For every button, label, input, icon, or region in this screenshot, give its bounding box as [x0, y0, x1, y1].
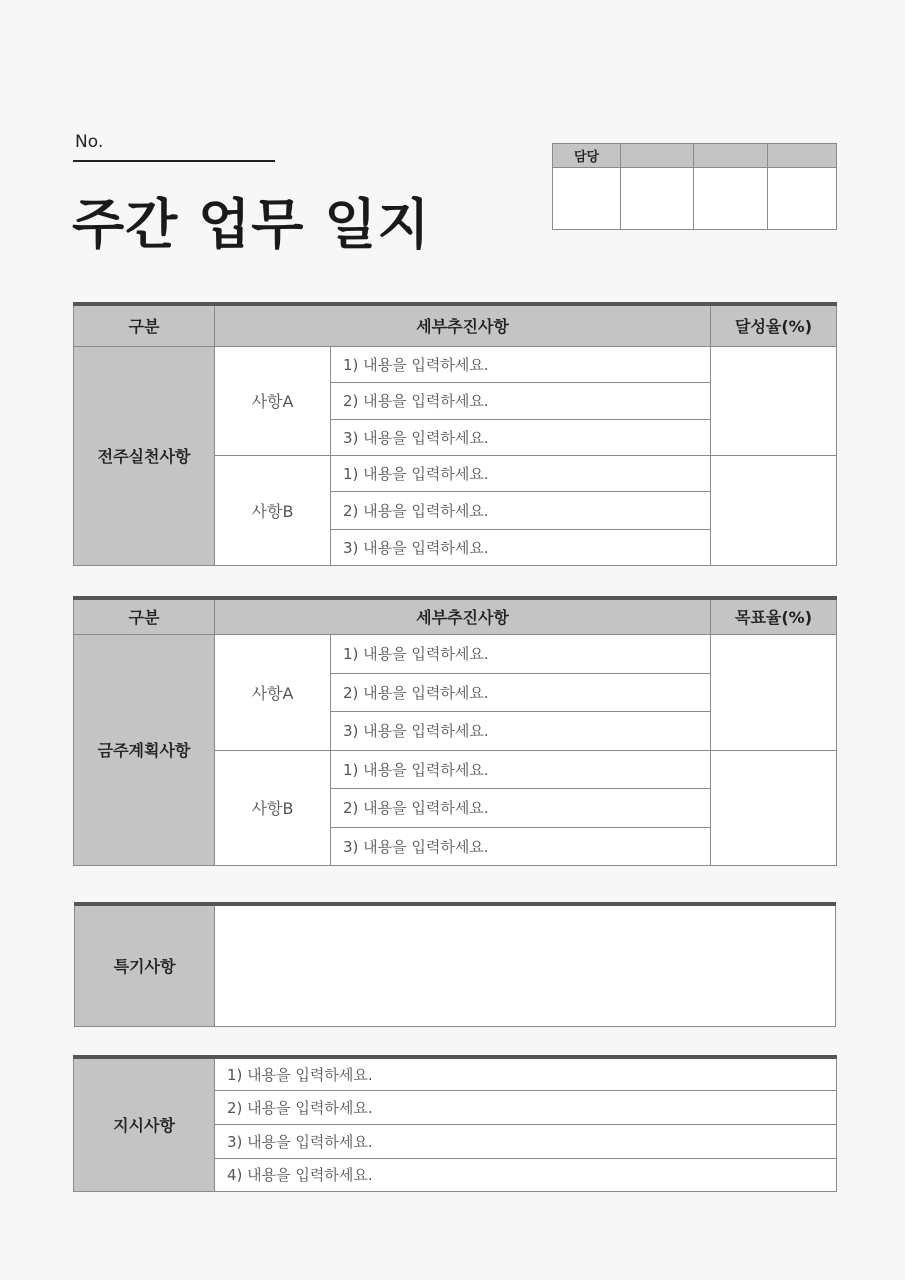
item-input[interactable]: 2) 내용을 입력하세요.	[331, 491, 711, 529]
this-week-category: 금주계획사항	[74, 634, 215, 865]
item-input[interactable]: 3) 내용을 입력하세요.	[331, 419, 711, 455]
col-header-category: 구분	[74, 598, 215, 634]
item-input[interactable]: 2) 내용을 입력하세요.	[331, 382, 711, 419]
item-input[interactable]: 1) 내용을 입력하세요.	[331, 634, 711, 673]
col-header-details: 세부추진사항	[215, 304, 711, 346]
group-label: 사항A	[215, 634, 331, 750]
notes-input[interactable]	[215, 904, 836, 1026]
instruction-input[interactable]: 3) 내용을 입력하세요.	[215, 1124, 837, 1158]
notes-label: 특기사항	[75, 904, 215, 1026]
instruction-input[interactable]: 1) 내용을 입력하세요.	[215, 1057, 837, 1090]
approval-header-2	[621, 144, 694, 168]
approval-header-3	[694, 144, 768, 168]
approval-sign-box-3[interactable]	[694, 168, 768, 230]
page-title: 주간 업무 일지	[72, 193, 431, 256]
instructions-table	[73, 1055, 837, 1192]
item-input[interactable]: 3) 내용을 입력하세요.	[331, 711, 711, 750]
instruction-input[interactable]: 2) 내용을 입력하세요.	[215, 1090, 837, 1124]
notes-table	[74, 902, 836, 1027]
rate-input[interactable]	[711, 346, 837, 455]
last-week-table	[73, 302, 837, 566]
item-input[interactable]: 2) 내용을 입력하세요.	[331, 788, 711, 827]
col-header-category: 구분	[74, 304, 215, 346]
group-label: 사항B	[215, 455, 331, 565]
item-input[interactable]: 3) 내용을 입력하세요.	[331, 529, 711, 565]
number-label: No.	[75, 132, 104, 152]
col-header-rate: 목표율(%)	[711, 598, 837, 634]
item-input[interactable]: 2) 내용을 입력하세요.	[331, 673, 711, 711]
approval-table	[552, 143, 837, 230]
item-input[interactable]: 1) 내용을 입력하세요.	[331, 750, 711, 788]
approval-sign-box-2[interactable]	[621, 168, 694, 230]
approval-header-4	[768, 144, 837, 168]
approval-sign-box-4[interactable]	[768, 168, 837, 230]
rate-input[interactable]	[711, 750, 837, 865]
approval-header-manager: 담당	[553, 144, 621, 168]
last-week-category: 전주실천사항	[74, 346, 215, 565]
this-week-table	[73, 596, 837, 866]
group-label: 사항A	[215, 346, 331, 455]
group-label: 사항B	[215, 750, 331, 865]
item-input[interactable]: 1) 내용을 입력하세요.	[331, 455, 711, 491]
item-input[interactable]: 1) 내용을 입력하세요.	[331, 346, 711, 382]
col-header-details: 세부추진사항	[215, 598, 711, 634]
rate-input[interactable]	[711, 634, 837, 750]
instruction-input[interactable]: 4) 내용을 입력하세요.	[215, 1158, 837, 1191]
item-input[interactable]: 3) 내용을 입력하세요.	[331, 827, 711, 865]
number-underline	[73, 160, 275, 162]
approval-sign-box-1[interactable]	[553, 168, 621, 230]
instructions-label: 지시사항	[74, 1057, 215, 1191]
col-header-rate: 달성율(%)	[711, 304, 837, 346]
rate-input[interactable]	[711, 455, 837, 565]
